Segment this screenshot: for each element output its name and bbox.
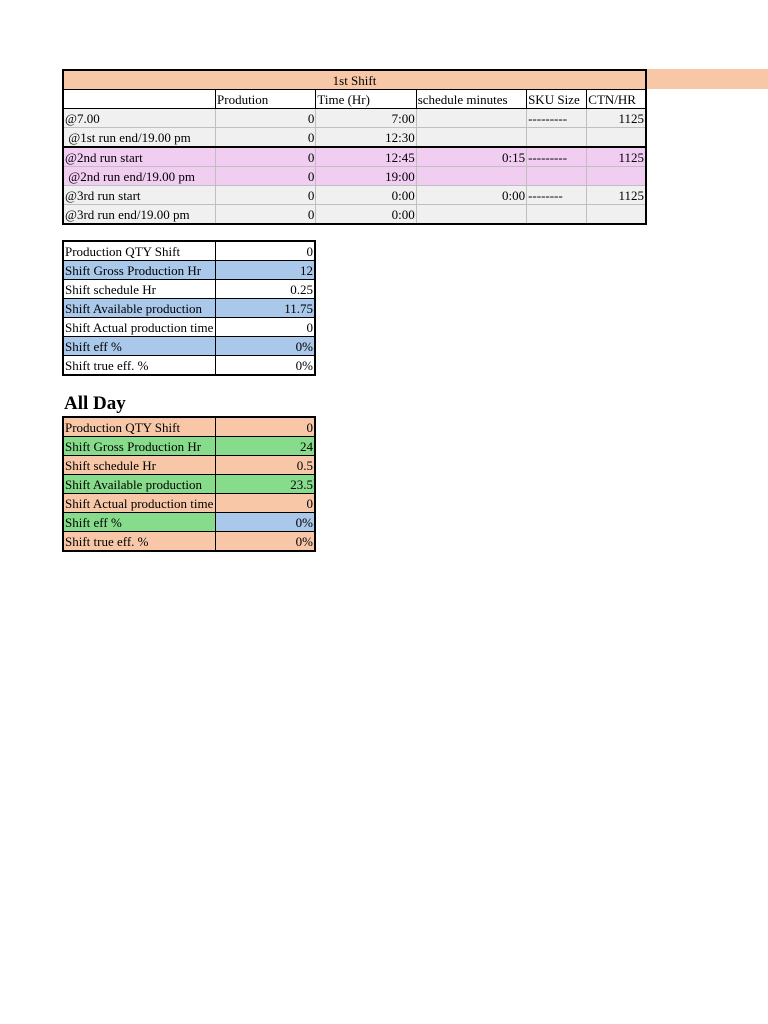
sku-cell[interactable] [527,128,587,148]
summary-value-cell[interactable]: 23.5 [215,475,315,494]
summary-row [63,417,315,437]
summary-label-cell[interactable]: Shift eff % [63,513,215,532]
summary-row [63,456,315,475]
schedule-cell[interactable] [416,109,526,128]
ctn-cell[interactable] [587,205,646,225]
schedule-cell[interactable] [416,205,526,225]
summary-row [63,299,315,318]
summary-label-cell[interactable]: Shift Available production [63,475,215,494]
ctn-cell[interactable] [587,128,646,148]
production-cell[interactable]: 0 [216,186,316,205]
summary-value-cell[interactable]: 0% [215,532,315,552]
sku-cell[interactable] [527,167,587,186]
production-cell[interactable]: 0 [216,147,316,167]
summary-label-cell[interactable]: Production QTY Shift [63,241,215,261]
summary-row [63,513,315,532]
summary-label-cell[interactable]: Shift Gross Production Hr [63,437,215,456]
summary-row [63,356,315,376]
table-row [63,128,646,148]
time-cell[interactable]: 0:00 [316,186,416,205]
shift-table [62,69,647,225]
schedule-cell[interactable]: 0:15 [416,147,526,167]
all-day-summary-table [62,416,316,552]
schedule-cell[interactable] [416,128,526,148]
time-cell[interactable]: 7:00 [316,109,416,128]
summary-label-cell[interactable]: Shift eff % [63,337,215,356]
production-cell[interactable]: 0 [216,167,316,186]
shift-title[interactable]: 1st Shift [63,70,646,90]
summary-value-cell[interactable]: 0.5 [215,456,315,475]
summary-value-cell[interactable]: 0 [215,494,315,513]
table-row [63,147,646,167]
time-cell[interactable]: 12:30 [316,128,416,148]
ctn-cell[interactable]: 1125 [587,147,646,167]
summary-value-cell[interactable]: 0% [215,356,315,376]
summary-row [63,337,315,356]
header-row [63,90,646,109]
summary-label-cell[interactable]: Shift Available production [63,299,215,318]
row-label-cell[interactable]: @3rd run start [63,186,216,205]
schedule-cell[interactable]: 0:00 [416,186,526,205]
header-cell-label[interactable] [63,90,216,109]
summary-row [63,475,315,494]
all-day-heading: All Day [64,393,126,414]
header-cell-schedule[interactable]: schedule minutes [416,90,526,109]
ctn-cell[interactable]: 1125 [587,186,646,205]
summary-row [63,494,315,513]
summary-label-cell[interactable]: Shift true eff. % [63,532,215,552]
summary-value-cell[interactable]: 0 [215,241,315,261]
summary-label-cell[interactable]: Shift schedule Hr [63,280,215,299]
summary-label-cell[interactable]: Shift Actual production time [65,319,214,335]
table-row [63,167,646,186]
summary-row [63,261,315,280]
summary-value-cell[interactable]: 0% [215,337,315,356]
shift-summary-table [62,240,316,376]
summary-value-cell[interactable]: 0 [215,318,315,337]
header-cell-time[interactable]: Time (Hr) [316,90,416,109]
summary-value-cell[interactable]: 12 [215,261,315,280]
header-band-extension [646,69,768,89]
production-cell[interactable]: 0 [216,128,316,148]
summary-row [63,280,315,299]
table-row [63,186,646,205]
summary-row [63,241,315,261]
time-cell[interactable]: 19:00 [316,167,416,186]
row-label-cell[interactable]: @2nd run end/19.00 pm [63,167,216,186]
summary-value-cell[interactable]: 0 [215,417,315,437]
schedule-cell[interactable] [416,167,526,186]
summary-label-cell[interactable]: Shift Gross Production Hr [63,261,215,280]
summary-label-cell[interactable]: Shift Actual production time [65,495,214,511]
production-cell[interactable]: 0 [216,109,316,128]
table-row [63,109,646,128]
header-cell-ctn[interactable]: CTN/HR [587,90,646,109]
header-cell-sku[interactable]: SKU Size [527,90,587,109]
row-label-cell[interactable]: @1st run end/19.00 pm [63,128,216,148]
summary-row [63,437,315,456]
summary-label-cell[interactable]: Shift schedule Hr [63,456,215,475]
row-label-cell[interactable]: @2nd run start [63,147,216,167]
ctn-cell[interactable] [587,167,646,186]
summary-label-cell[interactable]: Production QTY Shift [63,417,215,437]
summary-value-cell[interactable]: 0.25 [215,280,315,299]
summary-value-cell[interactable]: 0% [215,513,315,532]
production-cell[interactable]: 0 [216,205,316,225]
summary-value-cell[interactable]: 11.75 [215,299,315,318]
summary-row [63,532,315,552]
header-cell-production[interactable]: Prodution [216,90,316,109]
sku-cell[interactable]: -------- [527,186,587,205]
summary-row [63,318,315,337]
summary-value-cell[interactable]: 24 [215,437,315,456]
time-cell[interactable]: 12:45 [316,147,416,167]
row-label-cell[interactable]: @7.00 [63,109,216,128]
summary-label-cell[interactable]: Shift true eff. % [63,356,215,376]
time-cell[interactable]: 0:00 [316,205,416,225]
sku-cell[interactable]: --------- [527,147,587,167]
table-row [63,205,646,225]
sku-cell[interactable]: --------- [527,109,587,128]
row-label-cell[interactable]: @3rd run end/19.00 pm [63,205,216,225]
ctn-cell[interactable]: 1125 [587,109,646,128]
sku-cell[interactable] [527,205,587,225]
